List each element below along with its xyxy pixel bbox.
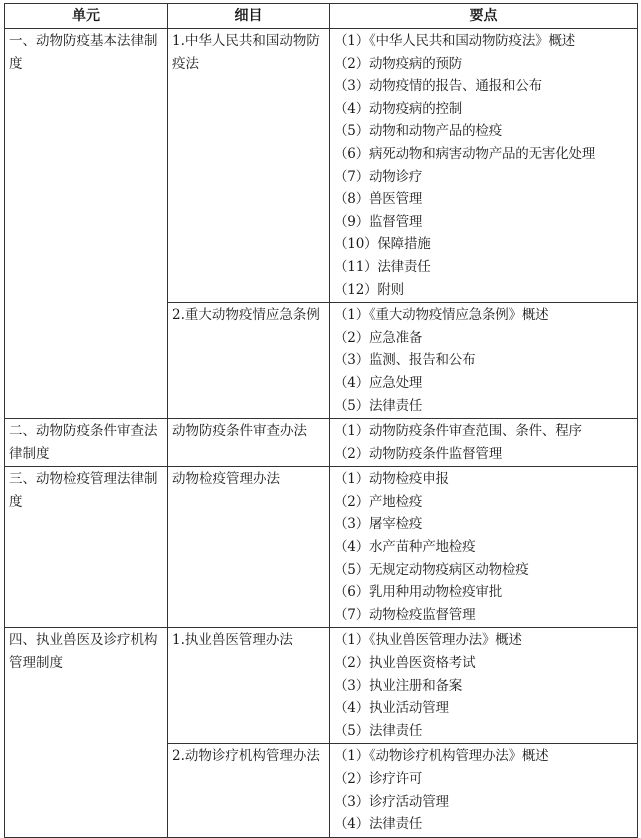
unit-cell: 一、动物防疫基本法律制度 bbox=[5, 29, 168, 419]
point-item: （3）监测、报告和公布 bbox=[334, 352, 476, 369]
point-item: （4）应急处理 bbox=[334, 374, 423, 391]
point-item: （3）诊疗活动管理 bbox=[334, 793, 449, 810]
point-item: （2）执业兽医资格考试 bbox=[334, 655, 476, 672]
detail-cell: 1.中华人民共和国动物防疫法 bbox=[168, 29, 330, 303]
points-cell bbox=[330, 419, 638, 467]
point-item: （6）病死动物和病害动物产品的无害化处理 bbox=[334, 145, 596, 162]
point-item: （2）产地检疫 bbox=[334, 493, 423, 510]
detail-cell: 2.重大动物疫情应急条例 bbox=[168, 303, 330, 419]
point-item: （2）动物防疫条件监督管理 bbox=[334, 445, 502, 462]
point-item: （3）屠宰检疫 bbox=[334, 516, 423, 533]
header-row bbox=[5, 4, 638, 29]
table-row bbox=[5, 29, 638, 303]
point-item: （4）水产苗种产地检疫 bbox=[334, 539, 476, 556]
points-cell bbox=[330, 29, 638, 303]
point-item: （7）动物检疫监督管理 bbox=[334, 606, 476, 623]
point-item: （4）法律责任 bbox=[334, 816, 423, 833]
header-points: 要点 bbox=[330, 4, 638, 29]
point-item: （3）执业注册和备案 bbox=[334, 677, 463, 694]
point-item: （5）动物和动物产品的检疫 bbox=[334, 123, 502, 140]
point-item: （4）动物疫病的控制 bbox=[334, 100, 463, 117]
detail-cell: 动物防疫条件审查办法 bbox=[168, 419, 330, 467]
unit-cell: 三、动物检疫管理法律制度 bbox=[5, 467, 168, 628]
table-row bbox=[5, 628, 638, 744]
header-detail: 细目 bbox=[168, 4, 330, 29]
point-item: （5）法律责任 bbox=[334, 722, 423, 739]
point-item: （1）《执业兽医管理办法》概述 bbox=[334, 632, 522, 649]
point-item: （2）动物疫病的预防 bbox=[334, 55, 463, 72]
point-item: （1）动物防疫条件审查范围、条件、程序 bbox=[334, 423, 582, 440]
table-row bbox=[5, 467, 638, 628]
point-item: （1）《重大动物疫情应急条例》概述 bbox=[334, 307, 549, 324]
unit-cell: 四、执业兽医及诊疗机构管理制度 bbox=[5, 628, 168, 837]
detail-cell: 1.执业兽医管理办法 bbox=[168, 628, 330, 744]
points-cell bbox=[330, 744, 638, 837]
point-item: （11）法律责任 bbox=[334, 258, 431, 275]
points-cell bbox=[330, 303, 638, 419]
point-item: （3）动物疫情的报告、通报和公布 bbox=[334, 78, 542, 95]
point-item: （5）无规定动物疫病区动物检疫 bbox=[334, 561, 529, 578]
point-item: （2）应急准备 bbox=[334, 329, 423, 346]
detail-cell: 动物检疫管理办法 bbox=[168, 467, 330, 628]
syllabus-table bbox=[4, 3, 638, 838]
points-cell bbox=[330, 467, 638, 628]
point-item: （4）执业活动管理 bbox=[334, 700, 449, 717]
point-item: （2）诊疗许可 bbox=[334, 771, 423, 787]
point-item: （1）《中华人民共和国动物防疫法》概述 bbox=[334, 33, 576, 49]
point-item: （5）法律责任 bbox=[334, 397, 423, 414]
unit-cell: 二、动物防疫条件审查法律制度 bbox=[5, 419, 168, 467]
table-body bbox=[5, 29, 638, 838]
point-item: （9）监督管理 bbox=[334, 213, 423, 230]
table-row bbox=[5, 419, 638, 467]
point-item: （8）兽医管理 bbox=[334, 191, 423, 208]
point-item: （7）动物诊疗 bbox=[334, 168, 423, 185]
point-item: （1）《动物诊疗机构管理办法》概述 bbox=[334, 748, 549, 765]
points-cell bbox=[330, 628, 638, 744]
point-item: （10）保障措施 bbox=[334, 236, 431, 253]
detail-cell: 2.动物诊疗机构管理办法 bbox=[168, 744, 330, 837]
point-item: （1）动物检疫申报 bbox=[334, 471, 449, 488]
header-unit: 单元 bbox=[5, 4, 168, 29]
point-item: （6）乳用种用动物检疫审批 bbox=[334, 584, 502, 601]
point-item: （12）附则 bbox=[334, 281, 404, 298]
